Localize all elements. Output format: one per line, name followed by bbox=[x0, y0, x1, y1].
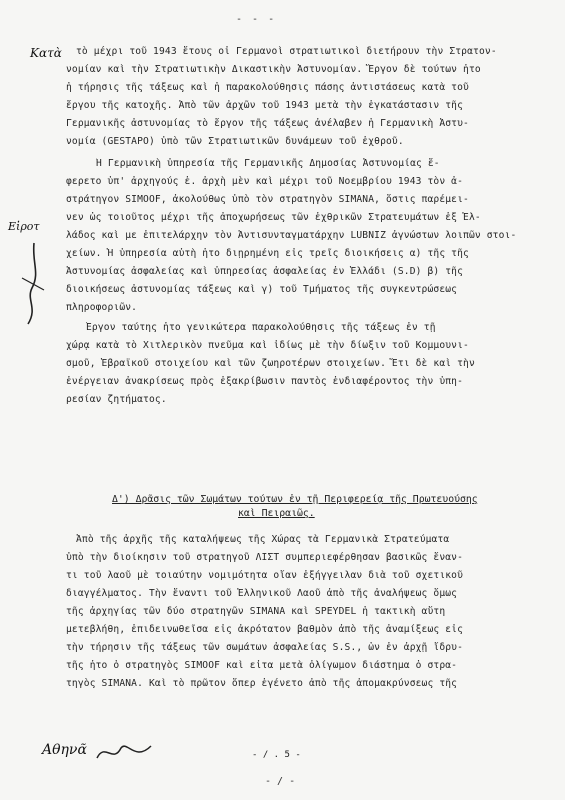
text-line: τὸ μέχρι τοῦ 1943 ἔτους οἱ Γερμανοὶ στρατιωτικοὶ διετήρουν τὴν Στρατον- bbox=[76, 46, 497, 57]
text-line: νεν ὡς τοιοῦτος μέχρι τῆς ἀποχωρήσεως τῶν ἐχθρικῶν Στρατευμάτων ἐξ Ἑλ- bbox=[66, 212, 481, 223]
handwritten-margin-note: Εἰροτ bbox=[8, 220, 40, 233]
text-line: διοικήσεως ἀστυνομίας τάξεως καὶ γ) τοῦ Τμήματος τῆς συγκεντρώσεως bbox=[66, 284, 458, 295]
text-line: διαγγέλματος. Τὴν ἔναντι τοῦ Ἑλληνικοῦ Λαοῦ ἀπὸ τῆς ἀναλήψεως ὅμως bbox=[66, 588, 458, 599]
page-number: - / - bbox=[265, 776, 296, 787]
text-line: Ἀπὸ τῆς ἀρχῆς τῆς καταλήψεως τῆς Χώρας τὰ Γερμανικὰ Στρατεύματα bbox=[76, 534, 450, 545]
text-line: στράτηγον SIMOOF, ἀκολούθως ὑπὸ τὸν στρατηγὸν SIMANA, ὅστις παρέμει- bbox=[66, 194, 469, 205]
text-line: τηγὸς SIMANA. Καὶ τὸ πρῶτον ὅπερ ἐγένετο ἀπὸ τῆς ἀπομακρύνσεως τῆς bbox=[66, 678, 458, 689]
margin-note: - / . 5 - bbox=[252, 750, 301, 760]
text-line: χώρᾳ κατὰ τὸ Χιτλερικὸν πνεῦμα καὶ ἰδίως μὲ τὴν δίωξιν τοῦ Κομμουνι- bbox=[66, 340, 469, 351]
text-line: μετεβλήθη, ἐπιδεινωθεῖσα εἰς ἀκρότατον βαθμὸν ἀπὸ τῆς ἀναμίξεως εἰς bbox=[66, 624, 464, 635]
section-heading-cont: καὶ Πειραιῶς. bbox=[238, 508, 315, 519]
text-line: Γερμανικῆς ἀστυνομίας τὸ ἔργον τῆς τάξεως ἀνέλαβεν ἡ Γερμανικὴ Ἀστυ- bbox=[66, 118, 469, 129]
text-line: πληροφοριῶν. bbox=[66, 302, 138, 313]
text-line: Ἔργον ταύτης ἦτο γενικώτερα παρακολούθησις τῆς τάξεως ἐν τῇ bbox=[86, 322, 436, 333]
text-line: Ἡ Γερμανικὴ ὑπηρεσία τῆς Γερμανικῆς Δημοσίας Ἀστυνομίας ἔ- bbox=[96, 158, 440, 169]
top-mark: - - - bbox=[236, 14, 277, 25]
text-line: σμοῦ, Ἑβραϊκοῦ στοιχείου καὶ τῶν ζωηροτέρων στοιχείων. Ἔτι δὲ καὶ τὴν bbox=[66, 358, 475, 369]
text-line: τι τοῦ λαοῦ μὲ τοιαύτην νομιμότητα οἵαν ἐξήγγειλαν διὰ τοῦ σχετικοῦ bbox=[66, 570, 464, 581]
handwritten-prefix: Κατὰ bbox=[30, 46, 62, 60]
text-line: ἐνέργειαν ἀνακρίσεως πρὸς ἐξακρίβωσιν παντὸς ἐνδιαφέροντος τὴν ὑπη- bbox=[66, 376, 464, 387]
text-line: λάδος καὶ με ἐπιτελάρχην τὸν Ἀντισυνταγματάρχην LUBNIZ ἀγνώστων λοιπῶν στοι- bbox=[66, 230, 517, 241]
signature-scribble bbox=[95, 738, 155, 768]
text-line: νομίαν καὶ τὴν Στρατιωτικὴν Δικαστικὴν Ἀστυνομίαν. Ἔργον δὲ τούτων ἦτο bbox=[66, 64, 481, 75]
text-line: χείων. Ἡ ὑπηρεσία αὐτὴ ἦτο διῃρημένη εἰς τρεῖς διοικήσεις α) τῆς τῆς bbox=[66, 248, 469, 259]
text-line: φερετο ὑπ' ἀρχηγούς ἐ. ἀρχὴ μὲν καὶ μέχρι τοῦ Νοεμβρίου 1943 τὸν ἀ- bbox=[66, 176, 464, 187]
text-line: ἔργου τῆς κατοχῆς. Ἀπὸ τῶν ἀρχῶν τοῦ 1943 μετὰ τὴν ἐγκατάστασιν τῆς bbox=[66, 100, 464, 111]
text-line: τῆς ἦτο ὁ στρατηγὸς SIMOOF καὶ εἶτα μετὰ ὀλίγωμον διάστημα ὁ στρα- bbox=[66, 660, 458, 671]
text-line: νομία (GESTAPO) ὑπὸ τῶν Στρατιωτικῶν δυνάμεων τοῦ ἐχθροῦ. bbox=[66, 136, 404, 147]
section-heading: Δ') Δρᾶσις τῶν Σωμάτων τούτων ἐν τῇ Περιφερείᾳ τῆς Πρωτευούσης bbox=[112, 494, 478, 505]
text-line: ἡ τήρησις τῆς τάξεως καὶ ἡ παρακολούθησις πάσης ἀντιστάσεως κατὰ τοῦ bbox=[66, 82, 469, 93]
handwritten-scribble bbox=[14, 238, 54, 328]
text-line: ὑπὸ τὴν διοίκησιν τοῦ στρατηγοῦ ΛΙΣΤ συμπεριεφέρθησαν βασικῶς ἔναν- bbox=[66, 552, 464, 563]
text-line: ρεσίαν ζητήματος. bbox=[66, 394, 167, 405]
text-line: τῆς ἀρχηγίας τῶν δύο στρατηγῶν SIMANA καὶ SPEYDEL ἡ τακτικὴ αὕτη bbox=[66, 606, 446, 617]
signature: Αθηνᾶ bbox=[42, 742, 87, 758]
text-line: τὴν τήρησιν τῆς τάξεως τῶν σωμάτων ἀσφαλείας S.S., ὧν ἐν ἀρχῇ ἴδρυ- bbox=[66, 642, 464, 653]
text-line: Ἀστυνομίας ἀσφαλείας καὶ ὑπηρεσίας ἀσφαλείας ἐν Ἑλλάδι (S.D) β) τῆς bbox=[66, 266, 464, 277]
